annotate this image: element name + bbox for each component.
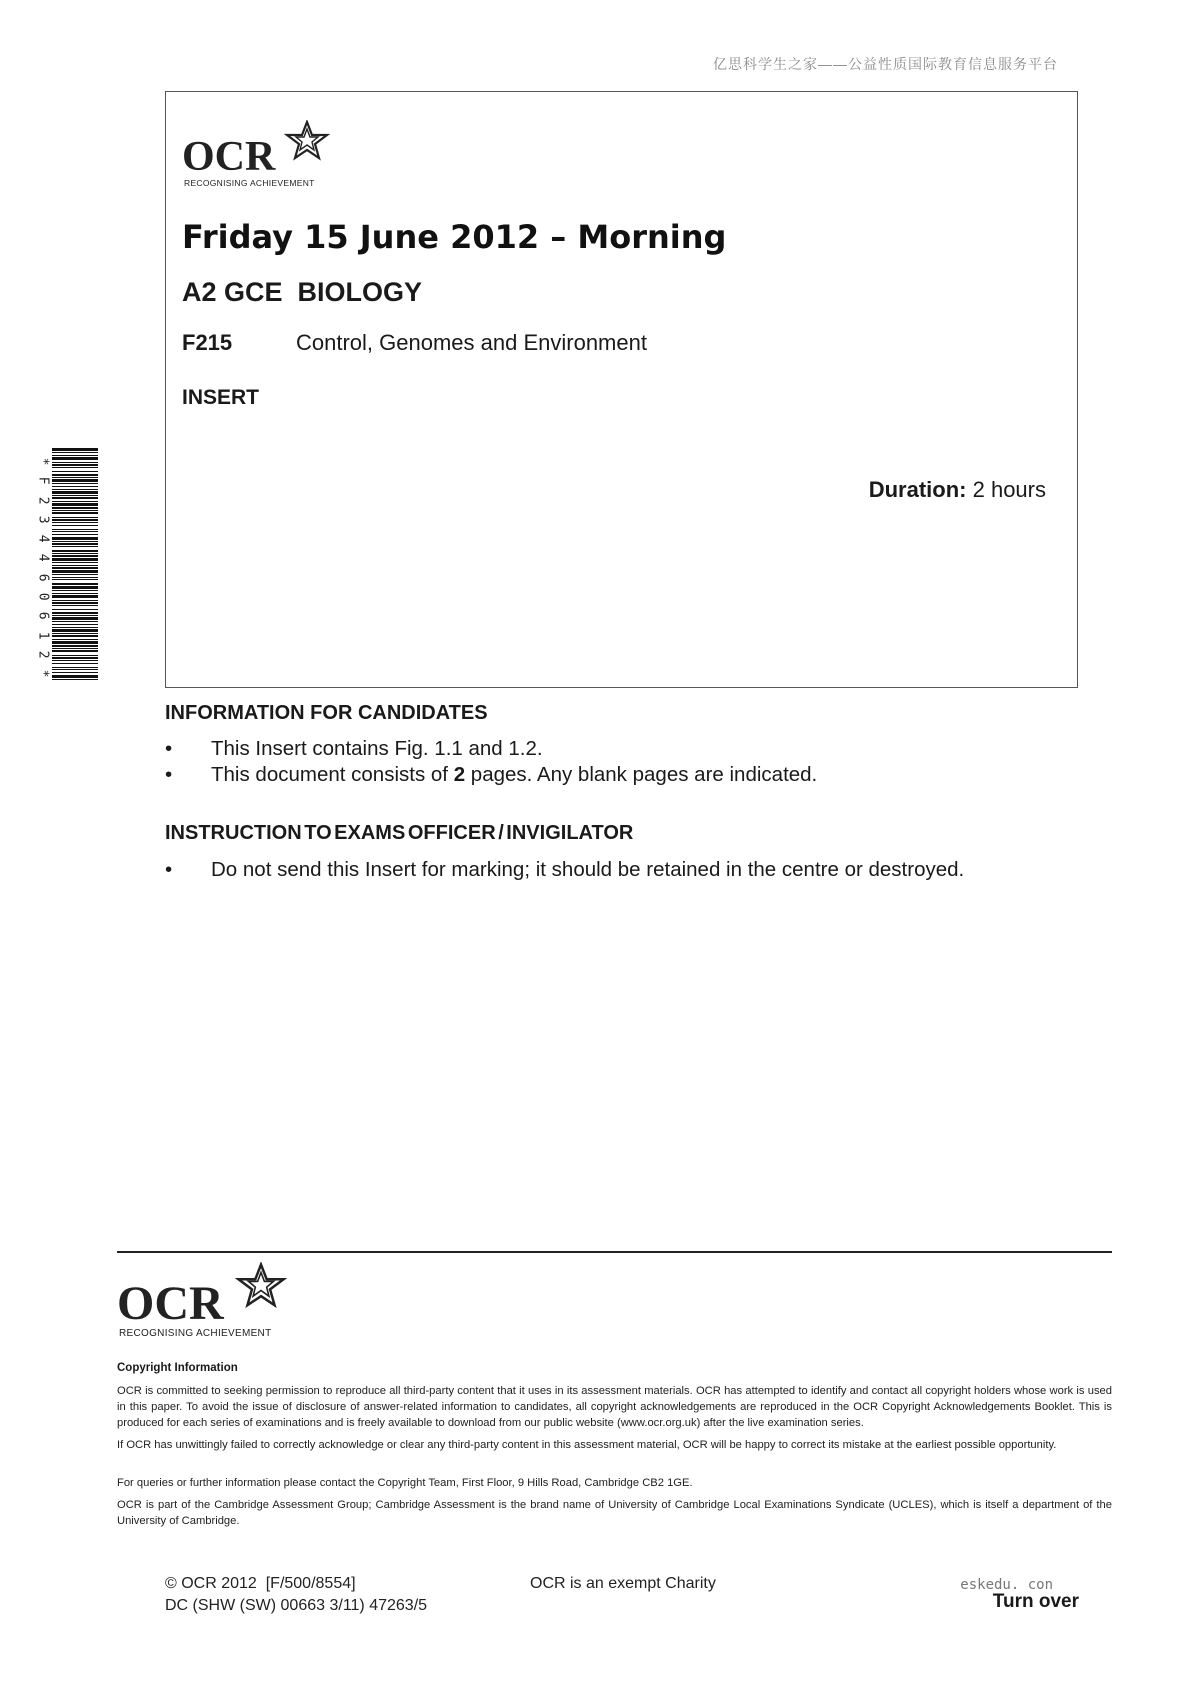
barcode-bar [52,462,98,463]
page-count: 2 [453,763,466,786]
barcode-bar [52,663,98,664]
info-heading: INFORMATION FOR CANDIDATES [165,702,488,724]
copyright-para-4: OCR is part of the Cambridge Assessment Group; Cambridge Assessment is the brand name of University of Cambridge Local Examinations Syndicate (UCLES), which is itself a department of the University of Cambridge. [117,1499,1112,1527]
footer-charity: OCR is an exempt Charity [530,1575,716,1592]
barcode-digit: 3 [35,515,51,524]
ocr-logo-top [182,120,342,190]
barcode-bar [52,629,98,632]
duration [869,477,1046,503]
ocr-logo-bottom [117,1262,297,1342]
barcode-bar [52,486,98,487]
barcode-bar [52,497,98,499]
bullet-dot: • [165,763,173,786]
barcode-bar [52,553,98,554]
barcode-bar [52,483,98,484]
barcode-digit: 0 [35,592,51,601]
barcode-bar [52,550,98,552]
barcode-bar [52,510,98,511]
barcode-bar [52,669,98,670]
barcode-bar [52,675,98,678]
barcode-bar [52,448,98,451]
barcode-bar [52,457,98,460]
barcode-number [36,452,50,684]
ocr-logo-text: OCR [117,1277,224,1330]
barcode-bar [52,627,98,628]
barcode-bar [52,531,98,532]
barcode-bar [52,617,98,620]
barcode-bar [52,495,98,496]
duration-label: Duration: [868,477,967,502]
barcode-bar [52,650,98,652]
barcode-bar [52,602,98,604]
info-bullet-text: This Insert contains Fig. 1.1 and 1.2. [211,737,543,760]
barcode-bar [52,512,98,514]
barcode-bar [52,541,98,542]
barcode-bar [52,570,98,573]
barcode-bar [52,529,98,530]
turn-over-label: Turn over [992,1591,1079,1612]
barcode-digit: * [35,669,51,678]
barcode-bar [52,655,98,656]
barcode-bar [52,555,98,557]
info-bullet-text-part: pages. Any blank pages are indicated. [465,763,818,786]
barcode-digit: 2 [35,650,51,659]
barcode-bar [52,624,98,625]
barcode-bar [52,635,98,637]
barcode-digit: 2 [35,496,51,505]
barcode-bar [52,455,98,456]
duration-value: 2 hours [972,477,1046,502]
barcode-bar [52,517,98,518]
ocr-star-icon [235,1262,287,1310]
barcode-bar [52,452,98,453]
footer-reference: DC (SHW (SW) 00663 3/11) 47263/5 [165,1597,428,1614]
exam-subject: A2 GCE BIOLOGY [182,277,423,307]
copyright-para-1: OCR is committed to seeking permission to reproduce all third-party content that it uses in its assessment materials. OCR has attempted to identify and contact all copyright holders whose work is used in this paper. To avoid the issue of disclosure of answer-related information to candidates, all copyright acknowledgements are reproduced in the OCR Copyright Acknowledgements Booklet. This is produced for each series of examinations and is freely available to download from our public website (www.ocr.org.uk) after the live examination series. [117,1385,1112,1429]
copyright-heading: Copyright Information [117,1362,238,1374]
barcode-bar [52,600,98,601]
barcode-bar [52,567,98,569]
info-bullet-text [211,763,817,787]
barcode-bar [52,577,98,578]
footer-copyright: © OCR 2012 [F/500/8554] [165,1575,356,1592]
barcode [52,448,98,680]
footer-rule [117,1251,1112,1253]
barcode-bar [52,605,98,606]
barcode-bar [52,525,98,526]
barcode-bar [52,477,98,478]
ocr-star-icon [284,120,330,162]
barcode-bar [52,633,98,634]
barcode-bar [52,639,98,640]
barcode-digit: 1 [35,631,51,640]
barcode-bar [52,660,98,661]
ocr-logo-tagline: RECOGNISING ACHIEVEMENT [119,1328,272,1339]
barcode-bar [52,503,98,506]
instruction-bullet-text: Do not send this Insert for marking; it should be retained in the centre or destroyed. [211,858,965,881]
barcode-bar [52,586,98,589]
barcode-bar [52,471,98,472]
barcode-bar [52,621,98,622]
copyright-para-3: For queries or further information please contact the Copyright Team, First Floor, 9 Hills Road, Cambridge CB2 1GE. [117,1477,693,1489]
barcode-bar [52,558,98,561]
barcode-digit: 6 [35,573,51,582]
barcode-bar [52,615,98,616]
barcode-bar [52,593,98,594]
bullet-dot: • [165,858,173,881]
barcode-bar [52,609,98,610]
barcode-digit: 4 [35,534,51,543]
barcode-bar [52,537,98,540]
barcode-bar [52,562,98,563]
watermark-text: 亿思科学生之家——公益性质国际教育信息服务平台 [713,56,1058,72]
barcode-bar [52,489,98,490]
instruction-heading: INSTRUCTION TO EXAMS OFFICER / INVIGILATOR [165,822,634,844]
copyright-para-2: If OCR has unwittingly failed to correctly acknowledge or clear any third-party content in this assessment material, OCR will be happy to correct its mistake at the earliest possible opportunity. [117,1439,1057,1451]
barcode-bar [52,645,98,647]
ocr-logo-text: OCR [182,134,276,180]
barcode-bar [52,579,98,580]
ocr-logo-tagline: RECOGNISING ACHIEVEMENT [184,178,315,188]
barcode-bar [52,507,98,509]
barcode-digit: F [35,477,51,485]
barcode-bar [52,657,98,659]
barcode-digit: 4 [35,554,51,563]
barcode-bar [52,501,98,502]
barcode-bar [52,474,98,476]
barcode-bar [52,574,98,575]
barcode-bar [52,467,98,468]
barcode-bar [52,590,98,591]
document-type: INSERT [182,386,260,409]
barcode-bar [52,648,98,649]
barcode-digit: * [35,457,51,466]
barcode-bar [52,491,98,494]
barcode-bar [52,543,98,545]
barcode-bar [52,679,98,680]
unit-title: Control, Genomes and Environment [296,330,647,355]
barcode-bar [52,534,98,535]
info-bullet-text-part: This document consists of [211,763,454,786]
unit-code: F215 [182,330,233,355]
barcode-bar [52,583,98,585]
barcode-bar [52,479,98,482]
barcode-bar [52,641,98,644]
barcode-bar [52,519,98,521]
barcode-bar [52,595,98,598]
barcode-bar [52,565,98,566]
barcode-digit: 6 [35,612,51,620]
barcode-bar [52,612,98,614]
barcode-bar [52,672,98,673]
barcode-bar [52,667,98,668]
barcode-bar [52,522,98,523]
exam-date-title: Friday 15 June 2012 – Morning [182,218,727,256]
barcode-bar [52,546,98,547]
site-watermark: eskedu. con [960,1577,1053,1593]
barcode-bar [52,464,98,466]
bullet-dot: • [165,737,173,760]
